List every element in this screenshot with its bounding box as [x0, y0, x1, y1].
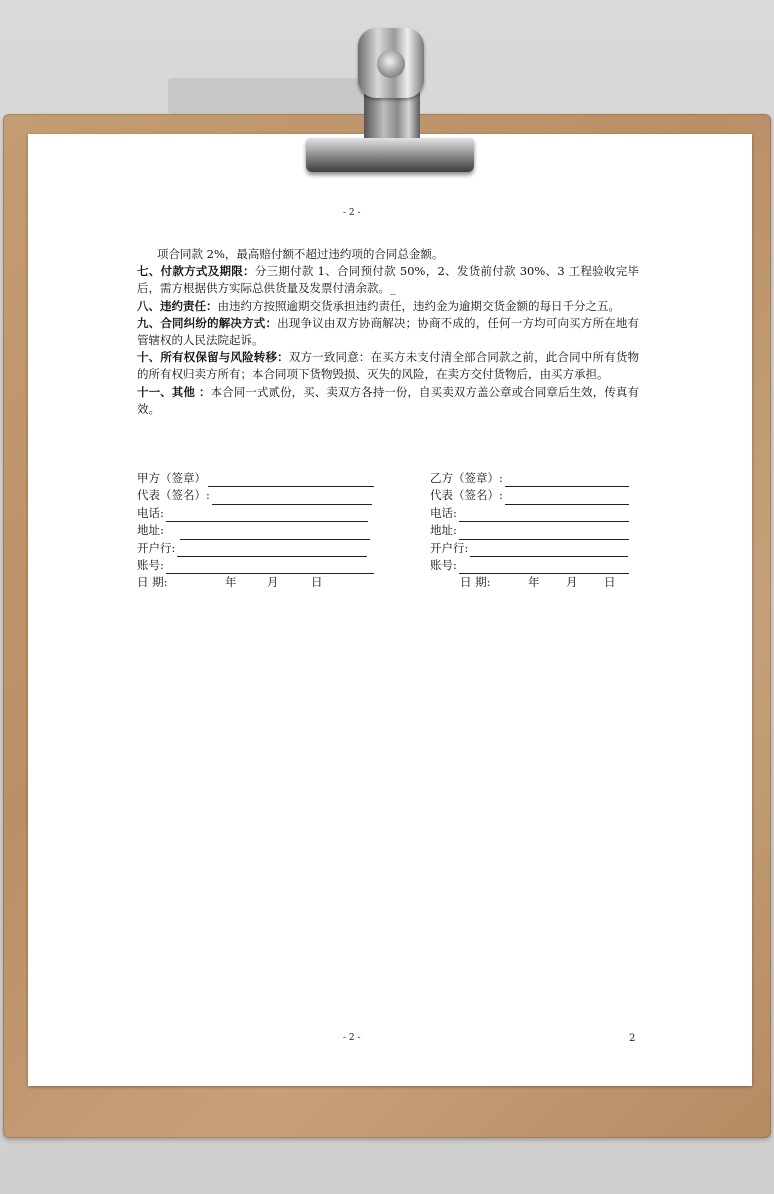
party-b-rep-row: 代表（签名）: — [430, 487, 629, 504]
party-b-seal-line[interactable] — [505, 474, 629, 487]
party-b-phone-line[interactable] — [459, 509, 629, 522]
party-a-account-line[interactable] — [166, 561, 374, 574]
paragraph-dispute: 九、合同纠纷的解决方式：出现争议由双方协商解决；协商不成的，任何一方均可向买方所在地有管辖权的人民法院起诉。 — [137, 315, 640, 348]
paragraph-liability: 八、违约责任：由违约方按照逾期交货承担违约责任，违约金为逾期交货金额的每日千分之五。 — [137, 298, 620, 313]
party-a-rep-line[interactable] — [212, 492, 372, 505]
paragraph-ownership: 十、所有权保留与风险转移：双方一致同意：在买方未支付清全部合同款之前，此合同中所有货物的所有权归卖方所有；本合同项下货物毁损、灭失的风险，在卖方交付货物后，由买方承担。 — [137, 350, 640, 382]
heading-other: 十一、其他 ： — [137, 384, 211, 399]
heading-liability: 八、违约责任： — [137, 298, 218, 313]
party-a-signature-block — [137, 470, 374, 592]
page-number-corner: 2 — [629, 1033, 636, 1044]
party-a-rep-row: 代表（签名）: — [137, 487, 374, 504]
paragraph-continuation: 项合同款 2%，最高赔付额不超过违约项的合同总金额。 — [157, 247, 444, 261]
party-a-bank-line[interactable] — [177, 544, 367, 557]
party-b-address-row: 地址: — [430, 522, 629, 539]
contract-body — [137, 246, 639, 418]
party-b-seal-row: 乙方（签章）: — [430, 470, 629, 487]
page-number-bottom: - 2 - — [343, 1033, 361, 1043]
party-b-date-row: 日 期: 年 月 日 — [460, 575, 616, 590]
party-b-signature-block — [430, 470, 629, 592]
party-a-seal-row: 甲方（签章） — [137, 470, 374, 487]
party-b-account-row: 账号: — [430, 557, 629, 574]
page-number-top: - 2 - — [343, 208, 361, 218]
party-a-date-row: 日 期: 年 月 日 — [137, 575, 323, 590]
party-b-bank-line[interactable] — [470, 544, 628, 557]
party-a-address-row: 地址: — [137, 522, 374, 539]
party-a-account-row: 账号: — [137, 557, 374, 574]
heading-ownership: 十、所有权保留与风险转移： — [137, 350, 289, 365]
party-a-seal-line[interactable] — [208, 474, 374, 487]
party-b-bank-row: 开户行: — [430, 540, 629, 557]
heading-dispute: 九、合同纠纷的解决方式： — [137, 315, 278, 330]
party-a-bank-row: 开户行: — [137, 540, 374, 557]
party-a-phone-row: 电话: — [137, 505, 374, 522]
binder-clip-hole — [377, 50, 405, 78]
party-b-account-line[interactable] — [459, 561, 629, 574]
heading-payment: 七、付款方式及期限： — [137, 264, 255, 279]
party-b-address-line[interactable] — [459, 527, 629, 540]
party-b-rep-line[interactable] — [505, 492, 629, 505]
party-a-address-line[interactable] — [180, 527, 370, 540]
party-a-phone-line[interactable] — [166, 509, 368, 522]
paragraph-payment-terms: 七、付款方式及期限：分三期付款 1、合同预付款 50%，2、发货前付款 30%、3 工程验收完毕后，需方根据供方实际总供货量及发票付清余款。_ — [137, 264, 639, 296]
party-b-phone-row: 电话: — [430, 505, 629, 522]
binder-clip-plate — [306, 138, 474, 172]
paragraph-other: 十一、其他 ：本合同一式贰份，买、卖双方各持一份，自买卖双方盖公章或合同章后生效，传真有效。 — [137, 384, 639, 416]
